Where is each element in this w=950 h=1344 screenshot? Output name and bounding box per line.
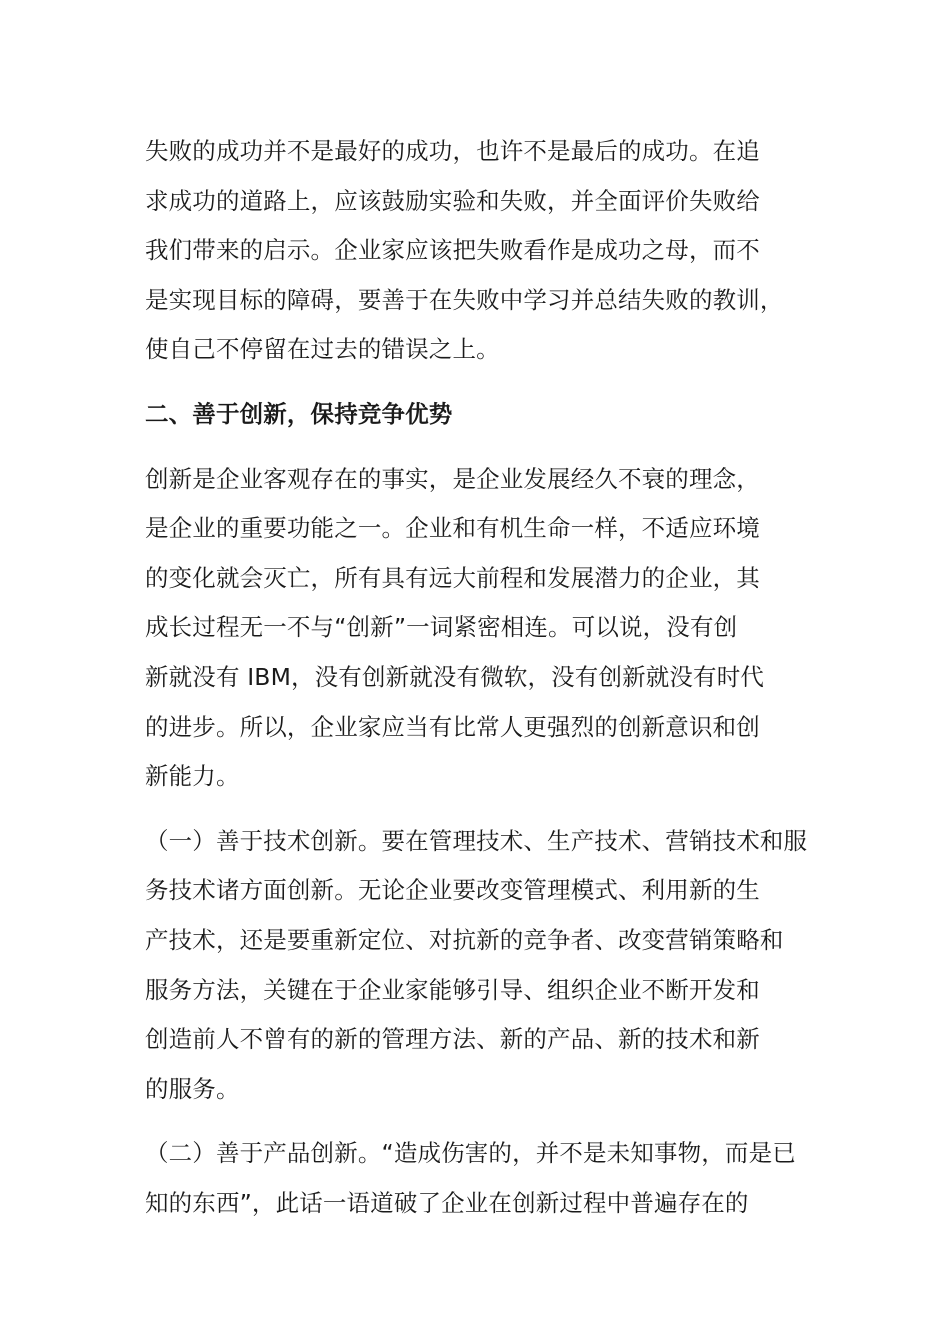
text-line: 新能力。 xyxy=(145,762,240,791)
section-heading: 二、善于创新，保持竞争优势 xyxy=(145,399,453,428)
text-line: 新就没有 IBM，没有创新就没有微软，没有创新就没有时代 xyxy=(145,662,764,691)
paragraph-product-innovation xyxy=(145,1129,825,1228)
text-line: 知的东西”，此话一语道破了企业在创新过程中普遍存在的 xyxy=(145,1188,749,1217)
paragraph-innovation xyxy=(145,455,825,802)
text-line: 务技术诸方面创新。无论企业要改变管理模式、利用新的生 xyxy=(145,876,760,905)
text-line: 是实现目标的障碍，要善于在失败中学习并总结失败的教训， xyxy=(145,285,784,314)
text-line: 成长过程无一不与“创新”一词紧密相连。可以说，没有创 xyxy=(145,613,738,642)
text-line: 的变化就会灭亡，所有具有远大前程和发展潜力的企业，其 xyxy=(145,563,760,592)
text-line: 创新是企业客观存在的事实，是企业发展经久不衰的理念， xyxy=(145,464,760,493)
text-line: （一）善于技术创新。要在管理技术、生产技术、营销技术和服 xyxy=(145,826,808,855)
text-line: 我们带来的启示。企业家应该把失败看作是成功之母，而不 xyxy=(145,236,760,265)
text-line: 的服务。 xyxy=(145,1074,240,1103)
text-line: 的进步。所以，企业家应当有比常人更强烈的创新意识和创 xyxy=(145,712,760,741)
text-line: 失败的成功并不是最好的成功，也许不是最后的成功。在追 xyxy=(145,137,760,165)
text-line: 产技术，还是要重新定位、对抗新的竞争者、改变营销策略和 xyxy=(145,925,784,954)
paragraph-failure xyxy=(145,127,825,375)
text-line: 使自己不停留在过去的错误之上。 xyxy=(145,335,500,364)
text-line: 求成功的道路上，应该鼓励实验和失败，并全面评价失败给 xyxy=(145,186,760,215)
text-line: （二）善于产品创新。“造成伤害的，并不是未知事物，而是已 xyxy=(145,1139,796,1168)
paragraph-technology-innovation xyxy=(145,817,825,1115)
document-body xyxy=(145,127,825,1243)
text-line: 服务方法，关键在于企业家能够引导、组织企业不断开发和 xyxy=(145,975,760,1004)
text-line: 创造前人不曾有的新的管理方法、新的产品、新的技术和新 xyxy=(145,1025,760,1054)
text-line: 是企业的重要功能之一。企业和有机生命一样，不适应环境 xyxy=(145,514,760,543)
